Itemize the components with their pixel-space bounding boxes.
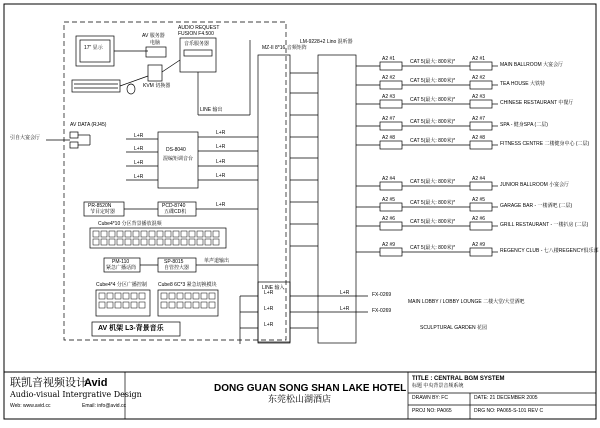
zone-name: CHINESE RESTAURANT 中餐厅 bbox=[500, 100, 574, 106]
rack-enclosure bbox=[64, 22, 286, 340]
project-title-cn: 东莞松山湖酒店 bbox=[268, 395, 332, 405]
lr-label: L+R bbox=[134, 146, 144, 152]
monitor-label: 17" 显示 bbox=[84, 45, 103, 51]
cable-label: CAT 5(最大: 800米)* bbox=[410, 59, 456, 65]
cable-label: CAT 5(最大: 800米)* bbox=[410, 219, 456, 225]
amp-in-box bbox=[380, 222, 402, 230]
lr-label: L+R bbox=[216, 130, 226, 136]
amp-in-box bbox=[380, 100, 402, 108]
kvm-box bbox=[148, 65, 162, 81]
monitor-box bbox=[76, 36, 114, 66]
ds-8040-label: DS-8040 bbox=[166, 147, 186, 153]
amp-out-label: A2 #8 bbox=[472, 135, 486, 141]
kvm-label: KVM 切换器 bbox=[143, 83, 171, 89]
fusion-label: FUSION F4.500 bbox=[178, 31, 214, 37]
amp-out-label: A2 #3 bbox=[472, 94, 486, 100]
lr-label: L+R bbox=[216, 202, 226, 208]
amp-in-box bbox=[380, 203, 402, 211]
company-en: Audio-visual Intergrative Design bbox=[10, 390, 142, 399]
amp-out-box bbox=[470, 222, 492, 230]
amp-out-box bbox=[470, 203, 492, 211]
lr-label: L+R bbox=[340, 306, 350, 312]
matrix-box bbox=[258, 55, 290, 343]
lr-label: L+R bbox=[264, 290, 274, 296]
amp-in-box bbox=[380, 62, 402, 70]
amp-out-box bbox=[470, 81, 492, 89]
line-out-label: LINE 输出 bbox=[200, 107, 223, 113]
zone-name: GRILL RESTAURANT - 一楼扒房 (二层) bbox=[500, 222, 589, 228]
pm-110-sub: 紧急广播话筒 bbox=[106, 265, 137, 271]
amp-in-label: A2 #9 bbox=[382, 242, 396, 248]
amp-in-box bbox=[380, 122, 402, 130]
amp-in-label: A2 #3 bbox=[382, 94, 396, 100]
sp-8015-label: SP-8015 bbox=[164, 259, 184, 265]
cube-10-label: Cube4*10 分区背景播放混频 bbox=[98, 221, 162, 227]
amp-in-label: A2 #6 bbox=[382, 216, 396, 222]
lr-label: L+R bbox=[134, 174, 144, 180]
pr-8520n-label: PR-8520N bbox=[88, 203, 112, 209]
zone-name: JUNIOR BALLROOM 小宴会厅 bbox=[500, 182, 570, 188]
ext-source-label: 引自大宴会厅 bbox=[10, 135, 41, 141]
amp-out-label: A2 #2 bbox=[472, 75, 486, 81]
zone-name: TEA HOUSE 大铁特 bbox=[500, 81, 546, 87]
date-field: DATE: 21 DECEMBER 2005 bbox=[474, 395, 538, 401]
proj-no: PROJ NO: PA065 bbox=[412, 408, 452, 414]
av-server-sub: 电脑 bbox=[150, 40, 161, 46]
amp-in-label: A2 #8 bbox=[382, 135, 396, 141]
lr-label: L+R bbox=[134, 160, 144, 166]
line-in-label: LINE 输入 bbox=[262, 285, 285, 291]
lr-label: L+R bbox=[264, 322, 274, 328]
zone-name: GARAGE BAR - 一楼酒吧 (二层) bbox=[500, 203, 573, 209]
email-text: Email: info@avid.cc bbox=[82, 403, 126, 409]
pcd-8740-label: PCD-8740 bbox=[162, 203, 186, 209]
amp-out-label: A2 #7 bbox=[472, 116, 486, 122]
lobby-zone-label: MAIN LOBBY / LOBBY LOUNGE 二楼大堂/大堂酒吧 bbox=[408, 299, 525, 305]
lr-label: L+R bbox=[216, 159, 226, 165]
amp-out-box bbox=[470, 182, 492, 190]
amp-in-box bbox=[380, 81, 402, 89]
drawn-by: DRAWN BY: FC bbox=[412, 395, 448, 401]
zone-name: MAIN BALLROOM 大宴会厅 bbox=[500, 62, 564, 68]
amp-out-box bbox=[470, 122, 492, 130]
brand-logo: Avid bbox=[84, 377, 108, 389]
lr-label: L+R bbox=[264, 306, 274, 312]
lr-label: L+R bbox=[216, 173, 226, 179]
cable-label: CAT 5(最大: 800米)* bbox=[410, 138, 456, 144]
garden-zone-label: SCULPTURAL GARDEN 花园 bbox=[420, 325, 488, 331]
amp-in-box bbox=[380, 141, 402, 149]
amp-in-label: A2 #5 bbox=[382, 197, 396, 203]
lm-9228-label: LM-9228+2 Lino 混听器 bbox=[300, 39, 353, 45]
amp-out-label: A2 #1 bbox=[472, 56, 486, 62]
cable-label: CAT 5(最大: 800米)* bbox=[410, 200, 456, 206]
amp-out-box bbox=[470, 248, 492, 256]
fx-0269-label: FX-0269 bbox=[372, 308, 392, 314]
amp-in-label: A2 #2 bbox=[382, 75, 396, 81]
sp-8015-sub: 自管控大器 bbox=[164, 265, 190, 271]
pcd-8740-sub: 五碟CD机 bbox=[164, 209, 187, 215]
ds-8040-sub: 混编矩调音台 bbox=[163, 156, 194, 162]
rack-label: AV 机架 L3-背景音乐 bbox=[98, 325, 164, 332]
audio-request-label: AUDIO REQUEST bbox=[178, 25, 220, 31]
av-data-label: AV DATA (RJ45) bbox=[70, 122, 107, 128]
lr-label: L+R bbox=[216, 144, 226, 150]
mono-out-label: 单声道输出 bbox=[204, 258, 230, 264]
av-server-box bbox=[146, 47, 166, 57]
cable-label: CAT 5(最大: 800米)* bbox=[410, 97, 456, 103]
keyboard-icon bbox=[72, 80, 120, 92]
amp-in-label: A2 #4 bbox=[382, 176, 396, 182]
zone-name: REGENCY CLUB - 七八楼REGENCY俱乐部 bbox=[500, 248, 599, 254]
zone-name: SPA - 健身SPA (二层) bbox=[500, 122, 548, 128]
cable-label: CAT 5(最大: 800米)* bbox=[410, 119, 456, 125]
drg-no: DRG NO: PA065-S-101 REV C bbox=[474, 408, 544, 414]
amp-out-box bbox=[470, 141, 492, 149]
lr-label: L+R bbox=[340, 290, 350, 296]
music-server-label: 音乐服务器 bbox=[184, 41, 210, 47]
website-text: Web: www.avid.cc bbox=[10, 403, 51, 409]
amp-out-box bbox=[470, 100, 492, 108]
drawing-title: TITLE : CENTRAL BGM SYSTEM bbox=[412, 376, 505, 382]
cube-6-label: Cube8 6C*3 紧急切换模块 bbox=[158, 282, 217, 288]
av-server-label: AV 服务器 bbox=[142, 33, 165, 39]
amp-out-label: A2 #9 bbox=[472, 242, 486, 248]
lr-label: L+R bbox=[134, 133, 144, 139]
mouse-icon bbox=[127, 84, 135, 94]
company-cn: 联凯音视频设计 bbox=[10, 376, 87, 389]
lm-9228-box bbox=[318, 55, 356, 343]
amp-in-label: A2 #7 bbox=[382, 116, 396, 122]
drawing-title-cn: 标题 中央背景音频系统 bbox=[412, 383, 464, 389]
project-title: DONG GUAN SONG SHAN LAKE HOTEL bbox=[214, 383, 407, 394]
cable-label: CAT 5(最大: 800米)* bbox=[410, 245, 456, 251]
zone-name: FITNESS CENTRE 二楼健身中心 (二层) bbox=[500, 141, 590, 147]
amp-out-box bbox=[470, 62, 492, 70]
amp-in-box bbox=[380, 248, 402, 256]
amp-out-label: A2 #5 bbox=[472, 197, 486, 203]
cable-label: CAT 5(最大: 800米)* bbox=[410, 179, 456, 185]
matrix-label: MZ-II 8*16 音频矩阵 bbox=[262, 45, 307, 51]
amp-in-box bbox=[380, 182, 402, 190]
pr-8520n-sub: 节目定时器 bbox=[90, 209, 116, 215]
pm-110-label: PM-110 bbox=[112, 259, 130, 265]
cable-label: CAT 5(最大: 800米)* bbox=[410, 78, 456, 84]
cube-4-label: Cube4*4 分区广播控制 bbox=[96, 282, 147, 288]
amp-out-label: A2 #6 bbox=[472, 216, 486, 222]
amp-in-label: A2 #1 bbox=[382, 56, 396, 62]
fx-0269-label: FX-0269 bbox=[372, 292, 392, 298]
amp-out-label: A2 #4 bbox=[472, 176, 486, 182]
